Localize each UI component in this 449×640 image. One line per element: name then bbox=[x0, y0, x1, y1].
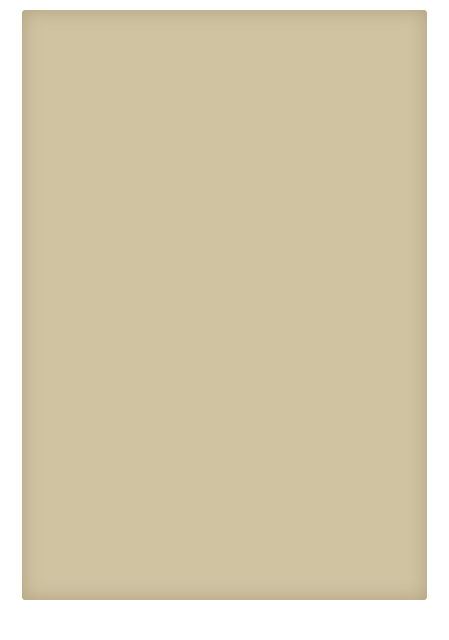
text-area bbox=[36, 28, 414, 572]
lower-text-block bbox=[36, 314, 414, 564]
scanned-page bbox=[22, 10, 427, 600]
upper-text-block bbox=[36, 28, 414, 292]
